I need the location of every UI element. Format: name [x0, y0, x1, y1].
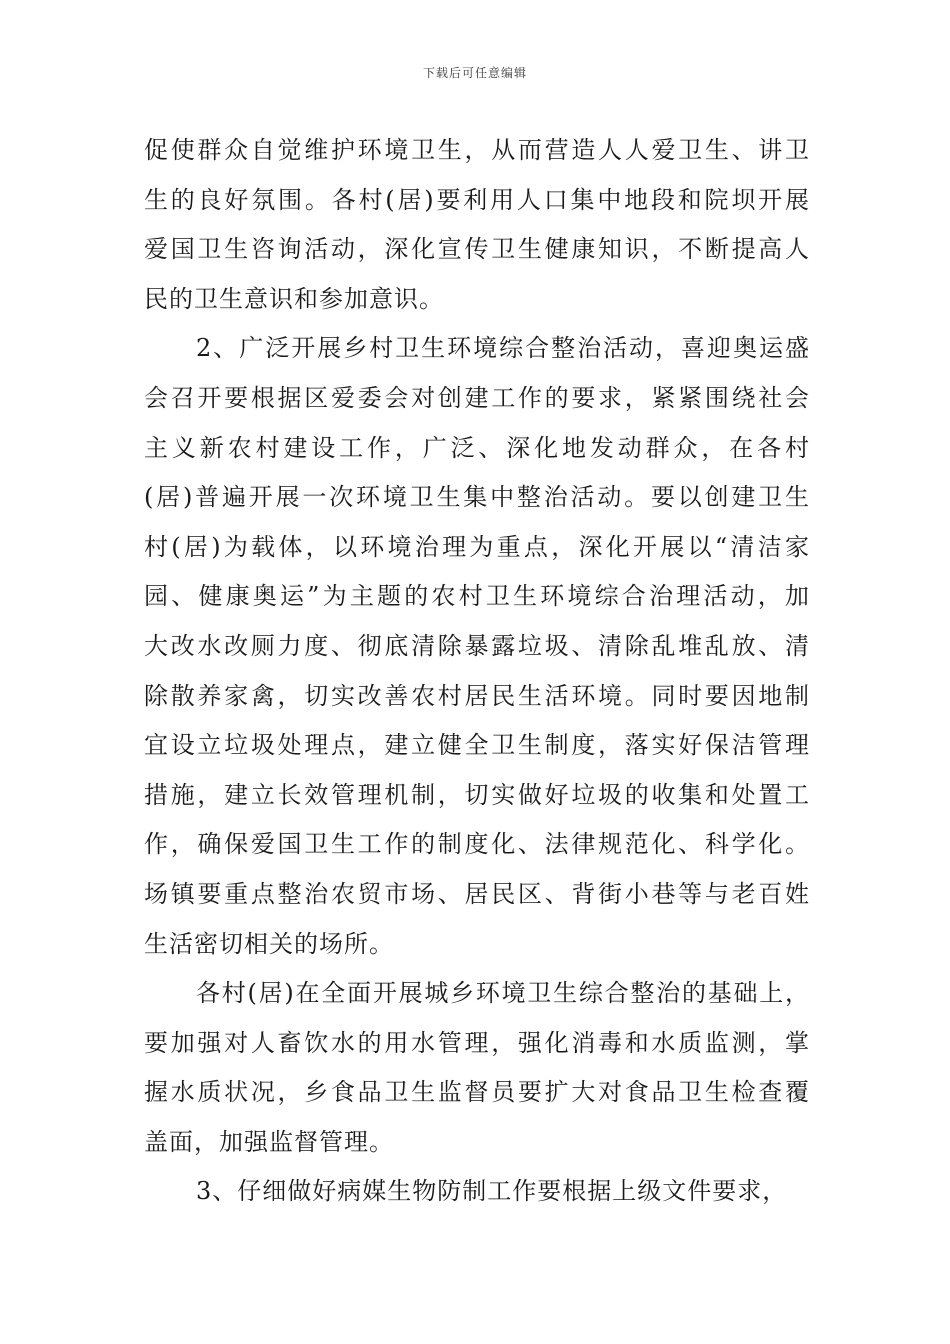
text-line: 盖面，加强监督管理。: [144, 1127, 394, 1156]
text-line: 村(居)为载体，以环境治理为重点，深化开展以“清洁家: [144, 532, 810, 561]
text-line: 除散养家禽，切实改善农村居民生活环境。同时要因地制: [144, 681, 810, 710]
text-line: 爱国卫生咨询活动，深化宣传卫生健康知识，不断提高人: [144, 235, 810, 264]
text-line: 3、仔细做好病媒生物防制工作要根据上级文件要求，: [196, 1177, 788, 1206]
document-body: [144, 126, 810, 1217]
paragraph-3: [144, 969, 810, 1167]
text-line: 生活密切相关的场所。: [144, 929, 394, 958]
text-line: 握水质状况，乡食品卫生监督员要扩大对食品卫生检查覆: [144, 1078, 810, 1107]
text-line: 大改水改厕力度、彻底清除暴露垃圾、清除乱堆乱放、清: [144, 631, 810, 660]
text-line: 场镇要重点整治农贸市场、居民区、背街小巷等与老百姓: [144, 879, 810, 908]
text-line: (居)普遍开展一次环境卫生集中整治活动。要以创建卫生: [144, 483, 810, 512]
text-line: 宜设立垃圾处理点，建立健全卫生制度，落实好保洁管理: [144, 731, 810, 760]
text-line: 措施，建立长效管理机制，切实做好垃圾的收集和处置工: [144, 780, 810, 809]
text-line: 2、广泛开展乡村卫生环境综合整治活动，喜迎奥运盛: [196, 334, 810, 363]
paragraph-1: [144, 126, 810, 324]
text-line: 会召开要根据区爱委会对创建工作的要求，紧紧围绕社会: [144, 383, 810, 412]
text-line: 促使群众自觉维护环境卫生，从而营造人人爱卫生、讲卫: [144, 136, 810, 164]
page-header: 下载后可任意编辑: [422, 66, 527, 80]
paragraph-4: [144, 1167, 810, 1217]
text-line: 要加强对人畜饮水的用水管理，强化消毒和水质监测，掌: [144, 1028, 810, 1057]
text-line: 作，确保爱国卫生工作的制度化、法律规范化、科学化。: [144, 830, 810, 859]
text-line: 园、健康奥运”为主题的农村卫生环境综合治理活动，加: [144, 582, 810, 611]
text-line: 各村(居)在全面开展城乡环境卫生综合整治的基础上，: [196, 979, 810, 1008]
text-line: 民的卫生意识和参加意识。: [144, 284, 444, 313]
paragraph-2: [144, 324, 810, 969]
text-line: 生的良好氛围。各村(居)要利用人口集中地段和院坝开展: [144, 185, 810, 214]
text-line: 主义新农村建设工作，广泛、深化地发动群众，在各村: [144, 433, 810, 462]
